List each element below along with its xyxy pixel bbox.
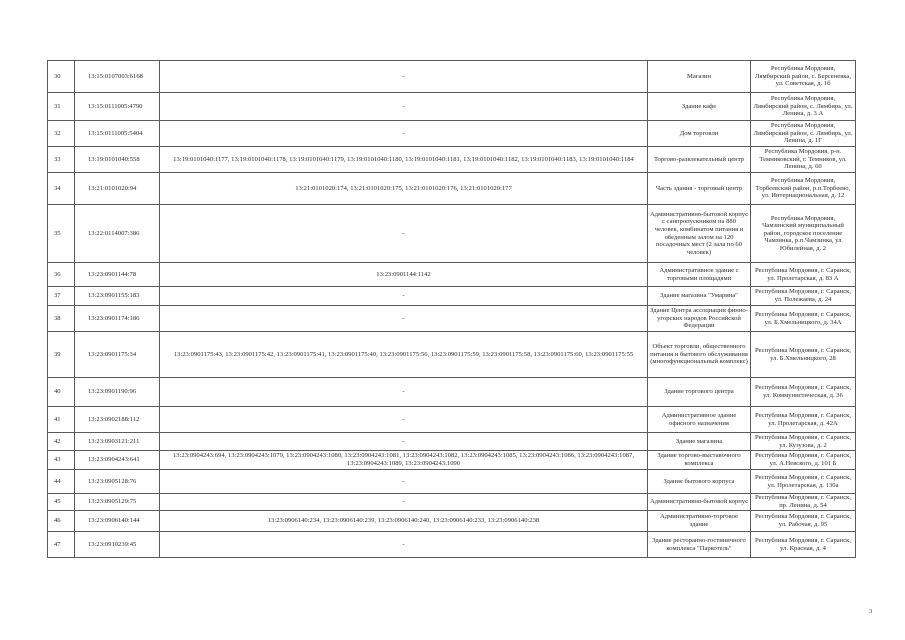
objects-table-body bbox=[48, 61, 856, 558]
object-address: Республика Мордовия, г. Саранск, ул. Пролетарская, д. 42А bbox=[751, 407, 856, 433]
row-number: 41 bbox=[48, 407, 75, 433]
cadastral-number: 13:22:0114007:386 bbox=[75, 205, 160, 263]
parcel-numbers: - bbox=[160, 470, 648, 494]
row-number: 35 bbox=[48, 205, 75, 263]
cadastral-number: 13:23:0902188:112 bbox=[75, 407, 160, 433]
row-number: 47 bbox=[48, 532, 75, 558]
row-number: 45 bbox=[48, 494, 75, 511]
row-number: 31 bbox=[48, 93, 75, 121]
page-number: 3 bbox=[869, 608, 873, 615]
table-row bbox=[48, 511, 856, 532]
object-name: Здание торгового центра bbox=[648, 378, 751, 407]
row-number: 44 bbox=[48, 470, 75, 494]
row-number: 39 bbox=[48, 332, 75, 378]
table-row bbox=[48, 306, 856, 332]
object-name: Административное здание с торговыми площадями bbox=[648, 263, 751, 287]
parcel-numbers: 13:21:0101020:174, 13:21:0101020:175, 13:21:0101020:176, 13:21:0101020:177 bbox=[160, 173, 648, 205]
table-row bbox=[48, 407, 856, 433]
table-row bbox=[48, 332, 856, 378]
row-number: 33 bbox=[48, 147, 75, 173]
row-number: 37 bbox=[48, 287, 75, 306]
row-number: 43 bbox=[48, 451, 75, 470]
cadastral-number: 13:23:0901155:183 bbox=[75, 287, 160, 306]
cadastral-number: 13:23:0901175:34 bbox=[75, 332, 160, 378]
cadastral-number: 13:23:0901144:78 bbox=[75, 263, 160, 287]
object-address: Республика Мордовия, Чамзинский муниципальный район, городское поселение Чамзинка, р.п.Чамзинка, ул Юбилейная, д. 2 bbox=[751, 205, 856, 263]
cadastral-number: 13:21:0101020:94 bbox=[75, 173, 160, 205]
cadastral-number: 13:23:0904243:641 bbox=[75, 451, 160, 470]
object-address: Республика Мордовия, г. Саранск, пр. Ленина, д. 54 bbox=[751, 494, 856, 511]
parcel-numbers: - bbox=[160, 433, 648, 451]
object-address: Республика Мордовия, г. Саранск, ул. А.Невского, д. 101 Б bbox=[751, 451, 856, 470]
object-name: Торгово-развлекательный центр bbox=[648, 147, 751, 173]
cadastral-number: 13:19:0101040:558 bbox=[75, 147, 160, 173]
table-row bbox=[48, 378, 856, 407]
cadastral-number: 13:15:0111005:4790 bbox=[75, 93, 160, 121]
table-row bbox=[48, 263, 856, 287]
parcel-numbers: 13:23:0906140:234, 13:23:0906140:239, 13:23:0906140:240, 13:23:0906140:233, 13:23:0906140:238 bbox=[160, 511, 648, 532]
cadastral-number: 13:15:0111005:5404 bbox=[75, 121, 160, 147]
object-name: Здание кафе bbox=[648, 93, 751, 121]
cadastral-number: 13:23:0905129:75 bbox=[75, 494, 160, 511]
parcel-numbers: - bbox=[160, 61, 648, 93]
table-row bbox=[48, 121, 856, 147]
parcel-numbers: - bbox=[160, 378, 648, 407]
cadastral-number: 13:23:0901190:96 bbox=[75, 378, 160, 407]
row-number: 42 bbox=[48, 433, 75, 451]
object-address: Республика Мордовия, г. Саранск, ул. Пролетарская, д. 83 А bbox=[751, 263, 856, 287]
row-number: 30 bbox=[48, 61, 75, 93]
object-name: Административно-бытовой корпус с санпропускником на 880 человек, комбинатом питания и обеденным залом на 120 посадочных мест (2 зала по 60 человек) bbox=[648, 205, 751, 263]
object-address: Республика Мордовия, г. Саранск, ул. Коммунистическая, д. 36 bbox=[751, 378, 856, 407]
row-number: 32 bbox=[48, 121, 75, 147]
object-address: Республика Мордовия, г. Саранск, ул. Б.Хмельницкого, д. 34А bbox=[751, 306, 856, 332]
row-number: 34 bbox=[48, 173, 75, 205]
object-address: Республика Мордовия, г. Саранск, ул. Пролетарская, д. 130а bbox=[751, 470, 856, 494]
object-name: Здание ресторанно-гостиничного комплекса "Паркотель" bbox=[648, 532, 751, 558]
parcel-numbers: 13:19:0101040:1177, 13:19:0101040:1178, 13:19:0101040:1179, 13:19:0101040:1180, 13:19:0101040:1181, 13:19:0101040:1182, 13:19:0101040:1183, 13:19:0101040:1184 bbox=[160, 147, 648, 173]
object-address: Республика Мордовия, г. Саранск, ул. Красная, д. 4 bbox=[751, 532, 856, 558]
object-name: Магазин bbox=[648, 61, 751, 93]
object-address: Республика Мордовия, г. Саранск, ул. Рабочая, д. 95 bbox=[751, 511, 856, 532]
object-address: Республика Мордовия, Лямбирский район, с. Лямбирь, ул. Ленина, д. 1Г bbox=[751, 121, 856, 147]
object-name: Административно-бытовой корпус bbox=[648, 494, 751, 511]
object-address: Республика Мордовия, Торбеевский район, р.п.Торбеево, ул. Интернациональная, д. 12 bbox=[751, 173, 856, 205]
object-name: Административное здание офисного назначения bbox=[648, 407, 751, 433]
table-row bbox=[48, 470, 856, 494]
object-name: Дом торговли bbox=[648, 121, 751, 147]
object-name: Здание магазина bbox=[648, 433, 751, 451]
cadastral-number: 13:23:0903121:211 bbox=[75, 433, 160, 451]
object-name: Административно-торговое здание bbox=[648, 511, 751, 532]
parcel-numbers: - bbox=[160, 121, 648, 147]
cadastral-number: 13:23:0910239:45 bbox=[75, 532, 160, 558]
table-row bbox=[48, 451, 856, 470]
parcel-numbers: - bbox=[160, 93, 648, 121]
parcel-numbers: - bbox=[160, 306, 648, 332]
row-number: 40 bbox=[48, 378, 75, 407]
object-address: Республика Мордовия, г. Саранск, ул. Полежаева, д. 24 bbox=[751, 287, 856, 306]
row-number: 36 bbox=[48, 263, 75, 287]
table-row bbox=[48, 494, 856, 511]
table-row bbox=[48, 532, 856, 558]
parcel-numbers: 13:23:0904243:694, 13:23:0904243:1079, 13:23:0904243:1080, 13:23:0904243:1081, 13:23:0904243:1082, 13:23:0904243:1085, 13:23:0904243:1086, 13:23:0904243:1087, 13:23:0904243:1089, 13:23:0904243:1090 bbox=[160, 451, 648, 470]
object-name: Здание торгово-выставочного комплекса bbox=[648, 451, 751, 470]
parcel-numbers: - bbox=[160, 532, 648, 558]
parcel-numbers: - bbox=[160, 407, 648, 433]
table-row bbox=[48, 173, 856, 205]
object-address: Республика Мордовия, г. Саранск, ул. Кузузова, д. 2 bbox=[751, 433, 856, 451]
parcel-numbers: - bbox=[160, 287, 648, 306]
table-row bbox=[48, 147, 856, 173]
table-row bbox=[48, 205, 856, 263]
object-name: Объект торговли, общественного питания и бытового обслуживания (многофункциональный комплекс) bbox=[648, 332, 751, 378]
table-row bbox=[48, 93, 856, 121]
parcel-numbers: - bbox=[160, 205, 648, 263]
table-row bbox=[48, 433, 856, 451]
object-name: Здание бытового корпуса bbox=[648, 470, 751, 494]
parcel-numbers: 13:23:0901144:1142 bbox=[160, 263, 648, 287]
parcel-numbers: 13:23:0901175:43, 13:23:0901175:42, 13:23:0901175:41, 13:23:0901175:40, 13:23:0901175:56, 13:23:0901175:59, 13:23:0901175:58, 13:23:0901175:60, 13:23:0901175:55 bbox=[160, 332, 648, 378]
cadastral-number: 13:23:0906140:144 bbox=[75, 511, 160, 532]
object-name: Здание магазина "Умарина" bbox=[648, 287, 751, 306]
cadastral-number: 13:15:0107003:6168 bbox=[75, 61, 160, 93]
objects-table bbox=[47, 60, 856, 558]
parcel-numbers: - bbox=[160, 494, 648, 511]
cadastral-number: 13:23:0901174:186 bbox=[75, 306, 160, 332]
object-address: Республика Мордовия, Лямбирский район, с. Берсеневка, ул. Советская, д. 1б bbox=[751, 61, 856, 93]
table-row bbox=[48, 61, 856, 93]
object-address: Республика Мордовия, Лямбирский район, с. Лямбирь, ул. Ленина, д. 3 А bbox=[751, 93, 856, 121]
object-address: Республика Мордовия, р-н. Темниковский, г. Темников, ул. Ленина, д. 60 bbox=[751, 147, 856, 173]
object-address: Республика Мордовия, г. Саранск, ул. Б.Хмельницкого, 28 bbox=[751, 332, 856, 378]
cadastral-number: 13:23:0905128:76 bbox=[75, 470, 160, 494]
object-name: Часть здания - торговый центр bbox=[648, 173, 751, 205]
row-number: 46 bbox=[48, 511, 75, 532]
table-row bbox=[48, 287, 856, 306]
object-name: Здание Центра ассоциации финно-угорских народов Российской Федерации bbox=[648, 306, 751, 332]
row-number: 38 bbox=[48, 306, 75, 332]
